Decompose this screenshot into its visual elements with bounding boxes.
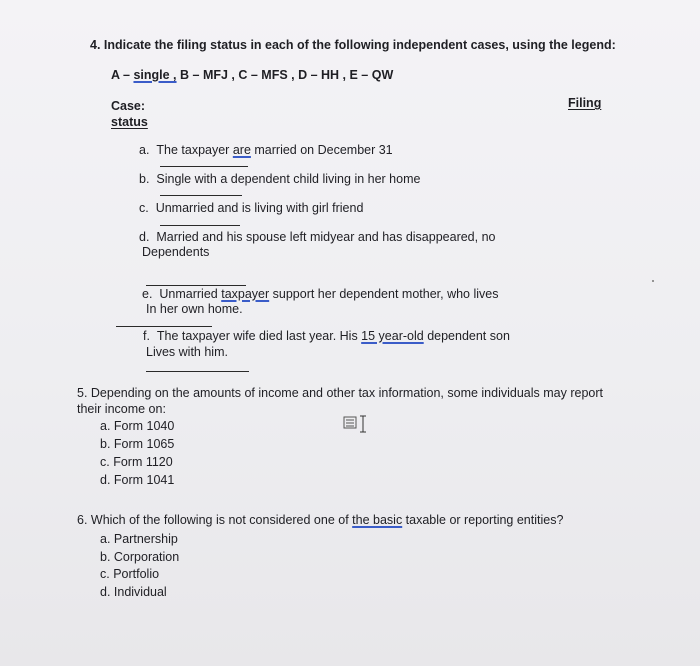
case-d — [139, 230, 495, 244]
q6-option-c[interactable]: c. Portfolio — [100, 567, 160, 581]
case-a-text: The taxpayer — [156, 143, 233, 157]
case-a-letter: a. — [139, 143, 150, 157]
blank-line-b[interactable] — [160, 195, 242, 196]
question-6 — [77, 513, 563, 527]
q5-option-b[interactable]: b. Form 1065 — [100, 437, 175, 451]
case-a-text-end: married on December 31 — [250, 143, 393, 157]
case-b-text: Single with a dependent child living in her home — [156, 172, 421, 186]
case-f-text-end: dependent son — [423, 329, 510, 343]
q5-option-d[interactable]: d. Form 1041 — [100, 473, 175, 487]
question-6-text-end: taxable or reporting entities? — [402, 513, 564, 527]
case-label: Case: — [111, 99, 146, 113]
speck — [652, 280, 654, 282]
case-a — [139, 143, 393, 157]
case-c — [139, 201, 363, 215]
case-f-marked: 15 year-old — [361, 329, 424, 343]
text-cursor-icon — [343, 415, 369, 433]
blank-line-f[interactable] — [146, 371, 249, 372]
status-label: status — [111, 115, 148, 129]
case-d-text: Married and his spouse left midyear and has disappeared, no — [156, 230, 496, 244]
q5-option-a[interactable]: a. Form 1040 — [100, 419, 175, 433]
case-f-letter: f. — [143, 329, 150, 343]
blank-line-a[interactable] — [160, 166, 248, 167]
question-6-text: 6. Which of the following is not considered one of — [77, 513, 353, 527]
case-e — [142, 287, 498, 301]
q6-option-b[interactable]: b. Corporation — [100, 550, 180, 564]
case-d-letter: d. — [139, 230, 150, 244]
case-e-marked: taxpayer — [221, 287, 270, 301]
legend-rest: B – MFJ , C – MFS , D – HH , E – QW — [176, 68, 394, 82]
case-f — [143, 329, 510, 343]
case-e-line2: In her own home. — [146, 302, 243, 316]
case-e-text: Unmarried — [159, 287, 222, 301]
case-c-letter: c. — [139, 201, 149, 215]
filing-label: Filing — [568, 96, 602, 110]
legend-prefix: A – — [111, 68, 134, 82]
question-5-line2: their income on: — [77, 402, 166, 416]
legend-single: single , — [133, 68, 177, 82]
question-4-title: 4. Indicate the filing status in each of the following independent cases, using the legend: — [90, 38, 616, 52]
q6-option-a[interactable]: a. Partnership — [100, 532, 178, 546]
legend-line — [111, 68, 393, 82]
blank-line-d[interactable] — [146, 285, 246, 286]
case-b — [139, 172, 420, 186]
case-c-text: Unmarried and is living with girl friend — [155, 201, 364, 215]
question-6-marked: the basic — [352, 513, 403, 527]
case-a-marked: are — [232, 143, 251, 157]
blank-line-c[interactable] — [160, 225, 240, 226]
case-b-letter: b. — [139, 172, 150, 186]
case-e-text-end: support her dependent mother, who lives — [269, 287, 499, 301]
question-5-line1: 5. Depending on the amounts of income and other tax information, some individuals may report — [77, 386, 603, 400]
q5-option-c[interactable]: c. Form 1120 — [100, 455, 173, 469]
case-e-letter: e. — [142, 287, 153, 301]
q6-option-d[interactable]: d. Individual — [100, 585, 167, 599]
case-f-line2: Lives with him. — [146, 345, 228, 359]
case-d-line2: Dependents — [142, 245, 210, 259]
blank-line-e[interactable] — [116, 326, 212, 327]
case-f-text: The taxpayer wife died last year. His — [156, 329, 362, 343]
